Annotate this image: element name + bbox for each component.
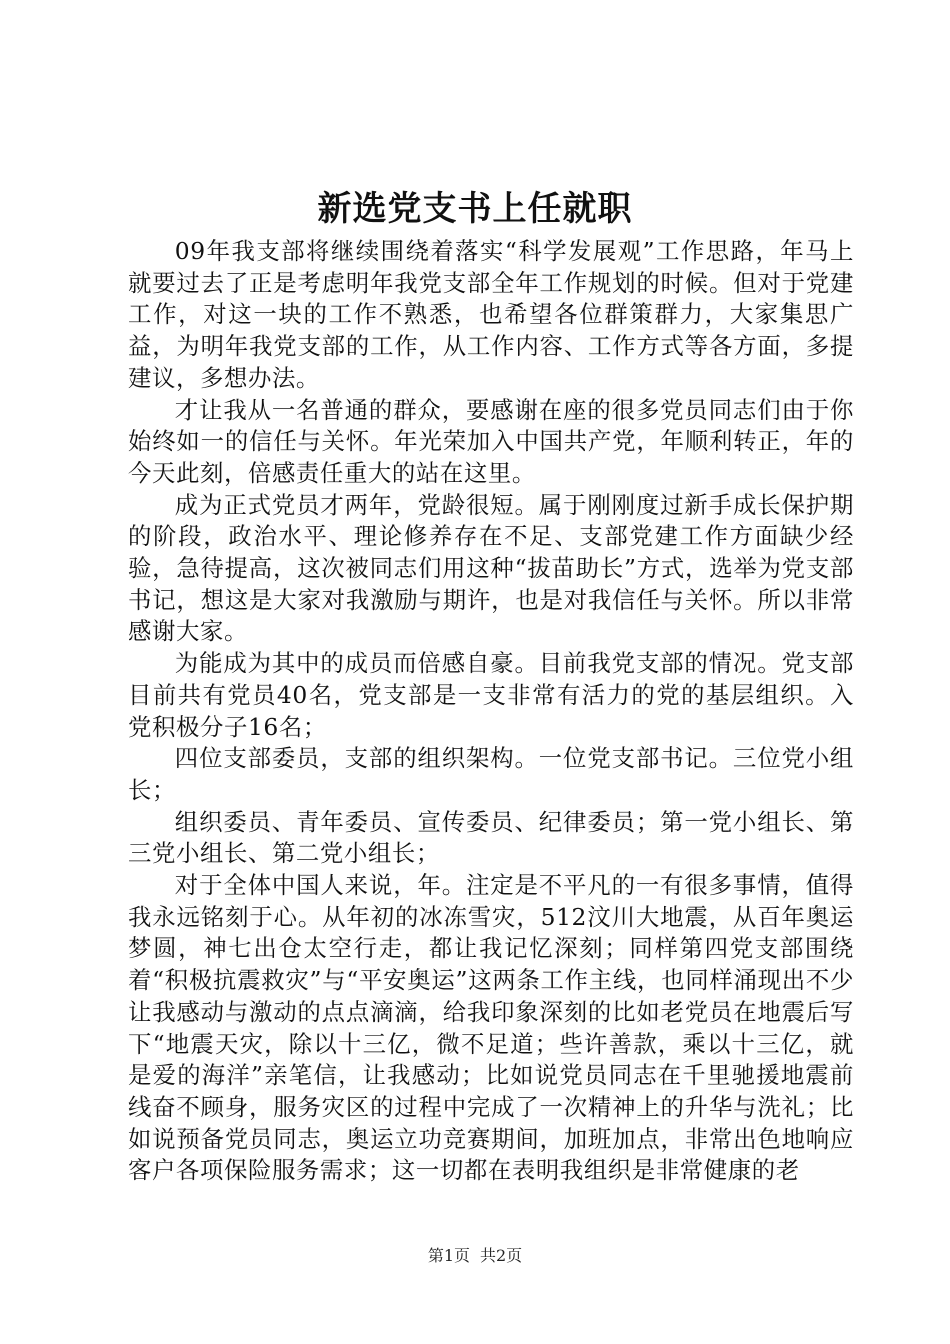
paragraph: 四位支部委员，支部的组织架构。一位党支部书记。三位党小组长； <box>128 744 854 804</box>
paragraph: 对于全体中国人来说，年。注定是不平凡的一有很多事情，值得我永远铭刻于心。从年初的冰冻雪灾，512汶川大地震，从百年奥运梦圆，神七出仓太空行走，都让我记忆深刻；同样第四党支部围绕着“积极抗震救灾”与“平安奥运”这两条工作主线，也同样涌现出不少让我感动与激动的点点滴滴，给我印象深刻的比如老党员在地震后写下“地震天灾，除以十三亿，微不足道；些许善款，乘以十三亿，就是爱的海洋”亲笔信，让我感动；比如说党员同志在千里驰援地震前线奋不顾身，服务灾区的过程中完成了一次精神上的升华与洗礼；比如说预备党员同志，奥运立功竞赛期间，加班加点，非常出色地响应客户各项保险服务需求；这一切都在表明我组织是非常健康的老 <box>128 871 854 1185</box>
paragraph: 09年我支部将继续围绕着落实“科学发展观”工作思路，年马上就要过去了正是考虑明年我党支部全年工作规划的时候。但对于党建工作，对这一块的工作不熟悉，也希望各位群策群力，大家集思广益，为明年我党支部的工作，从工作内容、工作方式等各方面，多提建议，多想办法。 <box>128 237 854 392</box>
page-number: 第1页 <box>427 1246 470 1265</box>
page-total: 共2页 <box>480 1246 523 1265</box>
paragraph: 成为正式党员才两年，党龄很短。属于刚刚度过新手成长保护期的阶段，政治水平、理论修养存在不足、支部党建工作方面缺少经验，急待提高，这次被同志们用这种“拔苗助长”方式，选举为党支部书记，想这是大家对我激励与期许，也是对我信任与关怀。所以非常感谢大家。 <box>128 490 854 646</box>
paragraph: 组织委员、青年委员、宣传委员、纪律委员；第一党小组长、第三党小组长、第二党小组长； <box>128 807 854 868</box>
page-footer <box>0 1245 950 1267</box>
paragraph: 才让我从一名普通的群众，要感谢在座的很多党员同志们由于你始终如一的信任与关怀。年光荣加入中国共产党，年顺利转正，年的今天此刻，倍感责任重大的站在这里。 <box>128 395 854 487</box>
document-body <box>128 236 854 1187</box>
paragraph: 为能成为其中的成员而倍感自豪。目前我党支部的情况。党支部目前共有党员40名，党支部是一支非常有活力的党的基层组织。入党积极分子16名； <box>128 649 854 741</box>
document-title: 新选党支书上任就职 <box>317 189 633 229</box>
